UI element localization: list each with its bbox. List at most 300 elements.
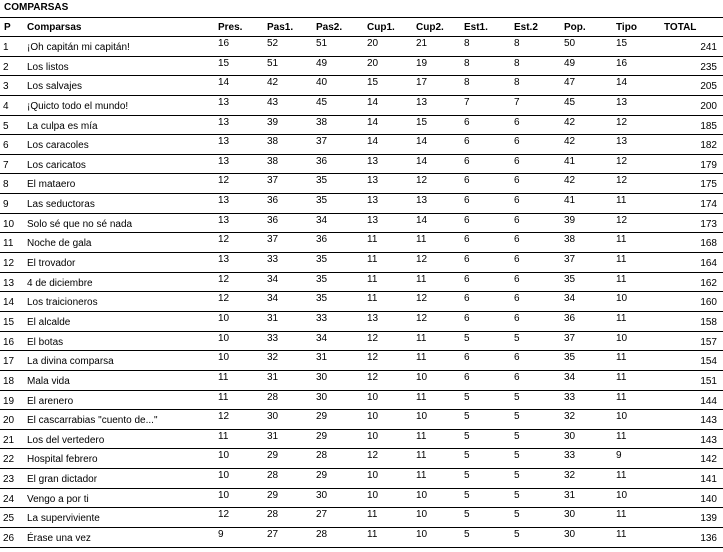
- table-row: [0, 213, 723, 233]
- cell-position: [0, 528, 27, 548]
- cell-total: [664, 95, 723, 115]
- cell-total-text: 175: [700, 179, 717, 191]
- cell-pas1-text: 30: [267, 411, 279, 423]
- cell-comparsa-text: El trovador: [27, 258, 76, 270]
- cell-tipo: [616, 469, 664, 489]
- cell-est2-text: 6: [514, 254, 520, 266]
- cell-cup1-text: 12: [367, 450, 379, 462]
- cell-pas1: [267, 253, 316, 273]
- cell-pas1-text: 37: [267, 234, 279, 246]
- cell-total-text: 235: [700, 61, 717, 73]
- cell-comparsa: [27, 272, 218, 292]
- cell-cup2-text: 14: [416, 136, 428, 148]
- cell-pop: [564, 115, 616, 135]
- cell-position-text: 25: [3, 513, 15, 525]
- cell-pres: [218, 115, 267, 135]
- cell-pas2: [316, 390, 367, 410]
- cell-total-text: 151: [700, 375, 717, 387]
- cell-pas2-text: 30: [316, 391, 328, 403]
- cell-tipo-text: 13: [616, 136, 628, 148]
- cell-est1: [464, 174, 514, 194]
- cell-cup1-text: 11: [367, 234, 378, 246]
- cell-total: [664, 292, 723, 312]
- cell-pas2: [316, 272, 367, 292]
- cell-comparsa: [27, 56, 218, 76]
- cell-cup2-text: 21: [416, 38, 428, 49]
- cell-pas1-text: 51: [267, 57, 279, 69]
- cell-position-text: 22: [3, 454, 15, 466]
- cell-est2-text: 8: [514, 77, 520, 89]
- cell-est2-text: 6: [514, 371, 520, 383]
- cell-position-text: 21: [3, 434, 15, 446]
- table-row: [0, 528, 723, 548]
- cell-comparsa: [27, 154, 218, 174]
- cell-est2: [514, 370, 564, 390]
- cell-position: [0, 76, 27, 96]
- cell-position: [0, 311, 27, 331]
- cell-est1: [464, 370, 514, 390]
- cell-total: [664, 272, 723, 292]
- cell-pres: [218, 233, 267, 253]
- cell-pres-text: 13: [218, 136, 230, 148]
- cell-pas1-text: 52: [267, 38, 279, 49]
- table-row: [0, 449, 723, 469]
- header-row: [0, 18, 723, 37]
- cell-pres-text: 13: [218, 254, 230, 266]
- cell-tipo-text: 16: [616, 57, 628, 69]
- cell-tipo: [616, 272, 664, 292]
- cell-pas1: [267, 174, 316, 194]
- cell-cup2-text: 14: [416, 214, 428, 226]
- cell-pop: [564, 154, 616, 174]
- table-row: [0, 469, 723, 489]
- cell-cup1: [367, 115, 416, 135]
- cell-cup1-text: 13: [367, 214, 379, 226]
- cell-tipo: [616, 37, 664, 57]
- cell-pas1: [267, 331, 316, 351]
- cell-tipo-text: 13: [616, 96, 628, 108]
- cell-total: [664, 76, 723, 96]
- cell-pres: [218, 194, 267, 214]
- header-cup2: Cup2.: [416, 18, 464, 37]
- cell-pas2-text: 35: [316, 254, 328, 266]
- cell-cup1: [367, 174, 416, 194]
- cell-pas2: [316, 469, 367, 489]
- cell-pas2-text: 45: [316, 96, 328, 108]
- cell-pas2-text: 35: [316, 273, 328, 285]
- cell-pres-text: 12: [218, 293, 230, 305]
- cell-cup1-text: 10: [367, 430, 379, 442]
- cell-cup2: [416, 76, 464, 96]
- cell-est1: [464, 488, 514, 508]
- cell-pres: [218, 76, 267, 96]
- cell-comparsa-text: Érase una vez: [27, 533, 91, 545]
- cell-cup1-text: 11: [367, 273, 378, 285]
- cell-total: [664, 370, 723, 390]
- cell-tipo: [616, 370, 664, 390]
- cell-cup2: [416, 449, 464, 469]
- cell-position-text: 3: [3, 81, 9, 93]
- cell-pas2: [316, 331, 367, 351]
- cell-total: [664, 488, 723, 508]
- cell-pres-text: 12: [218, 411, 230, 423]
- cell-pres-text: 15: [218, 57, 230, 69]
- cell-pas2: [316, 115, 367, 135]
- cell-pas1: [267, 469, 316, 489]
- cell-cup2-text: 11: [416, 470, 427, 482]
- cell-comparsa-text: La culpa es mía: [27, 120, 98, 132]
- cell-pres-text: 13: [218, 155, 230, 167]
- cell-tipo: [616, 311, 664, 331]
- cell-comparsa-text: Los del vertedero: [27, 434, 105, 446]
- cell-cup2-text: 11: [416, 332, 427, 344]
- table-row: [0, 410, 723, 430]
- cell-pres: [218, 135, 267, 155]
- cell-pop-text: 32: [564, 470, 576, 482]
- table-row: [0, 154, 723, 174]
- cell-tipo-text: 11: [616, 529, 627, 541]
- cell-position: [0, 233, 27, 253]
- cell-position: [0, 292, 27, 312]
- cell-cup2: [416, 115, 464, 135]
- cell-pas1-text: 39: [267, 116, 279, 128]
- cell-est1: [464, 37, 514, 57]
- cell-cup1: [367, 37, 416, 57]
- cell-tipo-text: 11: [616, 391, 627, 403]
- cell-cup1-text: 13: [367, 175, 379, 187]
- cell-pas1: [267, 37, 316, 57]
- table-row: [0, 253, 723, 273]
- cell-pas2: [316, 95, 367, 115]
- cell-cup2-text: 12: [416, 293, 428, 305]
- cell-pop: [564, 253, 616, 273]
- cell-tipo: [616, 154, 664, 174]
- cell-pres-text: 10: [218, 470, 230, 482]
- table-row: [0, 233, 723, 253]
- cell-pres: [218, 213, 267, 233]
- cell-position-text: 8: [3, 179, 9, 191]
- cell-cup2: [416, 331, 464, 351]
- cell-est2-text: 5: [514, 411, 520, 423]
- cell-est2: [514, 135, 564, 155]
- cell-position-text: 23: [3, 474, 15, 486]
- cell-est1-text: 6: [464, 293, 470, 305]
- cell-total-text: 185: [700, 120, 717, 132]
- cell-cup2: [416, 174, 464, 194]
- cell-total: [664, 508, 723, 528]
- cell-cup1: [367, 370, 416, 390]
- cell-total: [664, 154, 723, 174]
- cell-position: [0, 429, 27, 449]
- cell-position-text: 26: [3, 533, 15, 545]
- cell-pas1: [267, 154, 316, 174]
- cell-est1: [464, 331, 514, 351]
- cell-total: [664, 37, 723, 57]
- cell-total-text: 168: [700, 238, 717, 250]
- cell-pop-text: 31: [564, 489, 576, 501]
- cell-cup1-text: 13: [367, 312, 379, 324]
- cell-pop-text: 49: [564, 57, 576, 69]
- cell-pas1: [267, 351, 316, 371]
- cell-est2-text: 6: [514, 234, 520, 246]
- cell-position-text: 7: [3, 159, 9, 171]
- cell-tipo-text: 10: [616, 332, 628, 344]
- cell-pop-text: 39: [564, 214, 576, 226]
- cell-pas1: [267, 95, 316, 115]
- header-est1: Est1.: [464, 18, 514, 37]
- cell-pas1: [267, 528, 316, 548]
- cell-tipo-text: 11: [616, 195, 627, 207]
- cell-pas2: [316, 135, 367, 155]
- cell-comparsa: [27, 233, 218, 253]
- cell-pop-text: 33: [564, 391, 576, 403]
- cell-position-text: 1: [3, 42, 9, 53]
- cell-est1: [464, 115, 514, 135]
- cell-est2-text: 8: [514, 38, 520, 49]
- cell-pop: [564, 194, 616, 214]
- cell-est2: [514, 194, 564, 214]
- cell-est1-text: 6: [464, 136, 470, 148]
- cell-cup2-text: 11: [416, 391, 427, 403]
- cell-pas1: [267, 213, 316, 233]
- cell-position-text: 2: [3, 61, 9, 73]
- cell-pas2-text: 35: [316, 293, 328, 305]
- table-row: [0, 272, 723, 292]
- cell-cup2-text: 19: [416, 57, 428, 69]
- cell-pas2-text: 38: [316, 116, 328, 128]
- cell-cup1: [367, 449, 416, 469]
- cell-cup1: [367, 95, 416, 115]
- cell-est1-text: 6: [464, 214, 470, 226]
- cell-tipo-text: 11: [616, 470, 627, 482]
- cell-pres: [218, 56, 267, 76]
- cell-tipo: [616, 410, 664, 430]
- cell-comparsa-text: El gran dictador: [27, 474, 98, 486]
- cell-tipo: [616, 508, 664, 528]
- cell-total-text: 141: [700, 474, 717, 486]
- cell-est2: [514, 174, 564, 194]
- cell-pas1-text: 36: [267, 195, 279, 207]
- cell-pop: [564, 469, 616, 489]
- cell-pas1-text: 31: [267, 430, 279, 442]
- cell-pop: [564, 272, 616, 292]
- cell-total-text: 241: [700, 42, 717, 53]
- cell-pres-text: 10: [218, 332, 230, 344]
- cell-pres-text: 12: [218, 509, 230, 521]
- cell-pas1: [267, 370, 316, 390]
- cell-pas2-text: 33: [316, 312, 328, 324]
- cell-est2-text: 6: [514, 195, 520, 207]
- cell-pop: [564, 331, 616, 351]
- cell-comparsa-text: El arenero: [27, 395, 74, 407]
- cell-cup2-text: 17: [416, 77, 428, 89]
- cell-cup2-text: 11: [416, 234, 427, 246]
- cell-tipo: [616, 76, 664, 96]
- table-row: [0, 56, 723, 76]
- cell-cup1: [367, 253, 416, 273]
- cell-comparsa-text: ¡Quicto todo el mundo!: [27, 100, 129, 112]
- cell-cup1-text: 20: [367, 38, 379, 49]
- cell-cup2-text: 10: [416, 529, 428, 541]
- table-row: [0, 76, 723, 96]
- cell-comparsa: [27, 469, 218, 489]
- table-row: [0, 488, 723, 508]
- cell-pres-text: 12: [218, 175, 230, 187]
- cell-pas1-text: 33: [267, 254, 279, 266]
- cell-pas2-text: 37: [316, 136, 328, 148]
- cell-cup1-text: 10: [367, 489, 379, 501]
- cell-pas1: [267, 76, 316, 96]
- cell-comparsa: [27, 410, 218, 430]
- cell-cup2: [416, 272, 464, 292]
- cell-position-text: 5: [3, 120, 9, 132]
- cell-comparsa: [27, 528, 218, 548]
- cell-position: [0, 37, 27, 57]
- cell-pas1-text: 27: [267, 529, 279, 541]
- cell-est1-text: 6: [464, 312, 470, 324]
- cell-pas1: [267, 115, 316, 135]
- cell-pres-text: 9: [218, 529, 224, 541]
- cell-position: [0, 174, 27, 194]
- cell-pop-text: 42: [564, 116, 576, 128]
- cell-pop-text: 36: [564, 312, 576, 324]
- cell-pop: [564, 488, 616, 508]
- table-row: [0, 37, 723, 57]
- cell-pas1: [267, 311, 316, 331]
- cell-cup2-text: 12: [416, 175, 428, 187]
- cell-est2: [514, 351, 564, 371]
- cell-pop-text: 35: [564, 352, 576, 364]
- cell-pas1-text: 33: [267, 332, 279, 344]
- cell-pas2: [316, 292, 367, 312]
- cell-position: [0, 272, 27, 292]
- cell-cup1-text: 13: [367, 155, 379, 167]
- cell-cup1: [367, 410, 416, 430]
- cell-total-text: 143: [700, 434, 717, 446]
- cell-position-text: 6: [3, 140, 9, 152]
- cell-comparsa: [27, 370, 218, 390]
- cell-est2-text: 6: [514, 293, 520, 305]
- cell-tipo-text: 12: [616, 116, 628, 128]
- cell-cup1-text: 10: [367, 470, 379, 482]
- cell-pres-text: 13: [218, 96, 230, 108]
- cell-cup2-text: 10: [416, 509, 428, 521]
- cell-est1: [464, 253, 514, 273]
- cell-pas1-text: 42: [267, 77, 279, 89]
- cell-pres-text: 16: [218, 38, 230, 49]
- cell-pas2: [316, 37, 367, 57]
- cell-pop: [564, 508, 616, 528]
- cell-pop-text: 32: [564, 411, 576, 423]
- cell-comparsa: [27, 37, 218, 57]
- cell-comparsa: [27, 95, 218, 115]
- cell-cup1: [367, 429, 416, 449]
- cell-pres: [218, 272, 267, 292]
- cell-cup1: [367, 154, 416, 174]
- cell-pres-text: 13: [218, 195, 230, 207]
- cell-est1-text: 6: [464, 254, 470, 266]
- cell-comparsa-text: Vengo a por ti: [27, 493, 89, 505]
- cell-pop-text: 34: [564, 293, 576, 305]
- cell-cup2: [416, 410, 464, 430]
- cell-est1-text: 5: [464, 509, 470, 521]
- cell-pres: [218, 390, 267, 410]
- cell-cup1-text: 15: [367, 77, 379, 89]
- cell-pres: [218, 429, 267, 449]
- cell-tipo: [616, 331, 664, 351]
- cell-pres-text: 10: [218, 352, 230, 364]
- cell-tipo-text: 10: [616, 489, 628, 501]
- cell-comparsa: [27, 115, 218, 135]
- cell-comparsa-text: Solo sé que no sé nada: [27, 218, 133, 230]
- cell-est1-text: 7: [464, 96, 470, 108]
- cell-est1-text: 6: [464, 234, 470, 246]
- table-row: [0, 174, 723, 194]
- cell-cup1: [367, 488, 416, 508]
- cell-pop-text: 37: [564, 332, 576, 344]
- cell-comparsa: [27, 488, 218, 508]
- cell-cup2: [416, 95, 464, 115]
- cell-pop-text: 35: [564, 273, 576, 285]
- cell-pop-text: 41: [564, 195, 576, 207]
- cell-cup2-text: 11: [416, 450, 427, 462]
- cell-pres-text: 12: [218, 234, 230, 246]
- cell-comparsa-text: El alcalde: [27, 316, 71, 328]
- cell-est1-text: 6: [464, 116, 470, 128]
- cell-pas2: [316, 56, 367, 76]
- cell-cup1: [367, 351, 416, 371]
- cell-tipo-text: 11: [616, 254, 627, 266]
- cell-est1: [464, 213, 514, 233]
- cell-est1-text: 6: [464, 273, 470, 285]
- cell-pop-text: 30: [564, 529, 576, 541]
- cell-est2: [514, 311, 564, 331]
- cell-pas2-text: 30: [316, 371, 328, 383]
- cell-est2: [514, 410, 564, 430]
- cell-tipo-text: 11: [616, 430, 627, 442]
- cell-est1-text: 6: [464, 175, 470, 187]
- cell-pres: [218, 449, 267, 469]
- cell-est1: [464, 528, 514, 548]
- cell-position: [0, 449, 27, 469]
- cell-cup2: [416, 233, 464, 253]
- header-position: P: [0, 18, 27, 37]
- cell-est1: [464, 95, 514, 115]
- cell-comparsa: [27, 508, 218, 528]
- cell-cup2-text: 13: [416, 96, 428, 108]
- cell-pas2-text: 36: [316, 155, 328, 167]
- cell-est2-text: 8: [514, 57, 520, 69]
- cell-pres-text: 10: [218, 312, 230, 324]
- cell-pas2-text: 31: [316, 352, 328, 364]
- cell-pop-text: 30: [564, 509, 576, 521]
- cell-est2: [514, 449, 564, 469]
- comparsas-table: [0, 18, 723, 548]
- cell-pas1: [267, 56, 316, 76]
- cell-comparsa-text: Mala vida: [27, 375, 70, 387]
- cell-est1: [464, 194, 514, 214]
- cell-tipo-text: 14: [616, 77, 628, 89]
- cell-pas2-text: 34: [316, 332, 328, 344]
- cell-comparsa: [27, 213, 218, 233]
- cell-tipo: [616, 95, 664, 115]
- cell-cup1-text: 13: [367, 195, 379, 207]
- cell-est2-text: 5: [514, 470, 520, 482]
- cell-cup1: [367, 508, 416, 528]
- cell-comparsa: [27, 390, 218, 410]
- header-cup1: Cup1.: [367, 18, 416, 37]
- cell-pop-text: 41: [564, 155, 576, 167]
